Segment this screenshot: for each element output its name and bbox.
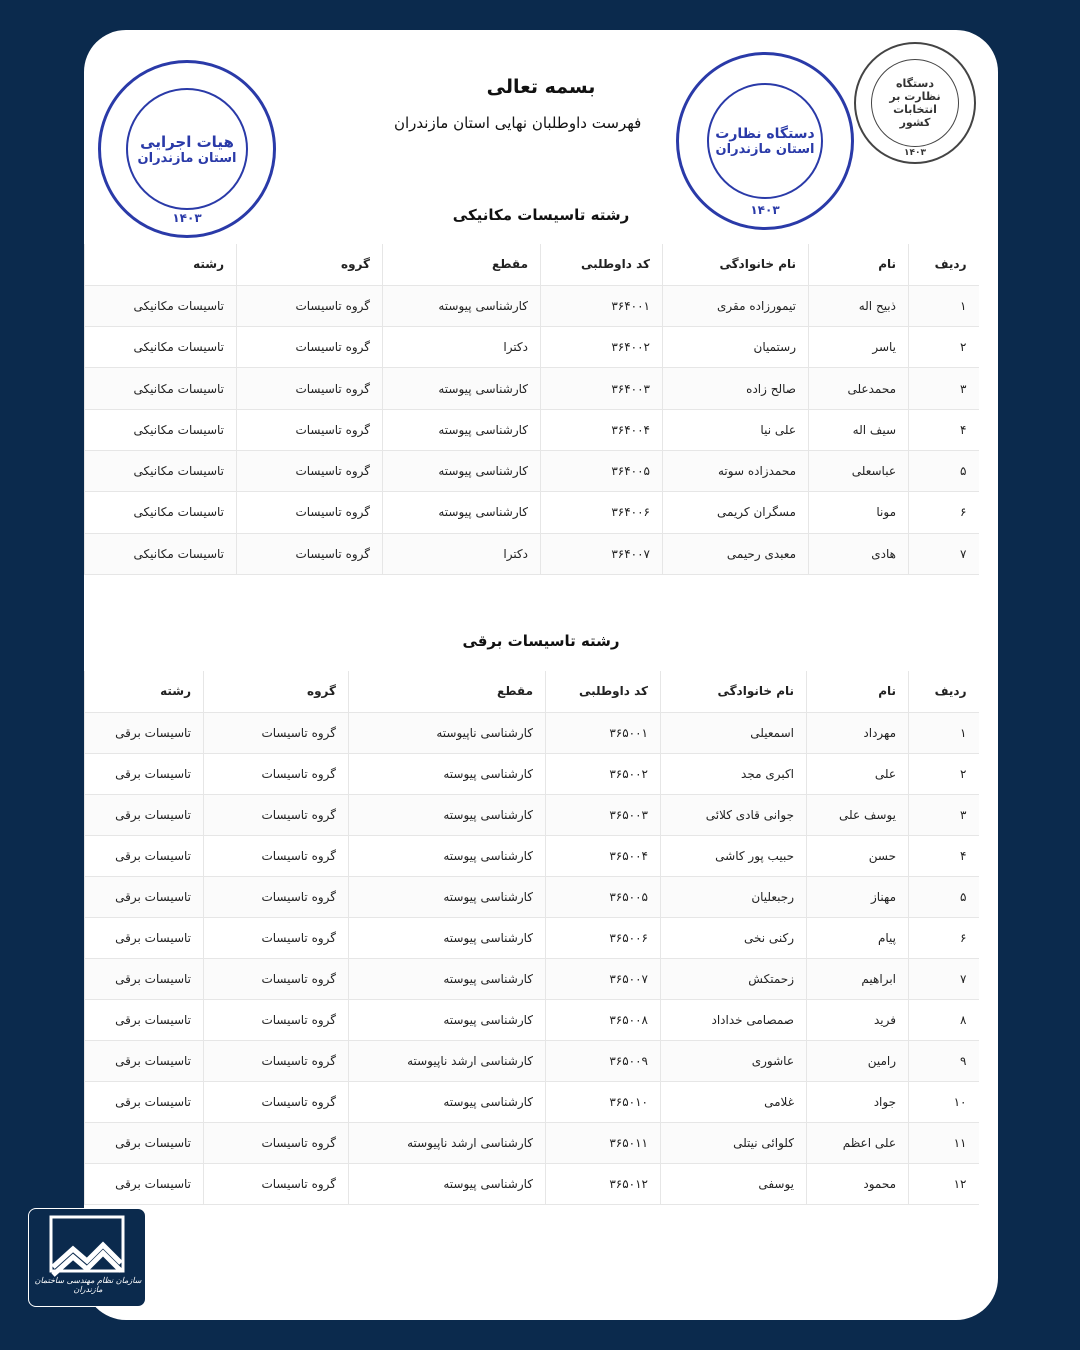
cell-group: گروه تاسیسات [237, 450, 383, 491]
cell-degree: کارشناسی پیوسته [349, 1081, 546, 1122]
cell-last-name: اسمعیلی [661, 712, 807, 753]
cell-last-name: رستمیان [663, 327, 809, 368]
col-group: گروه [237, 244, 383, 285]
cell-row-number: ۱۰ [909, 1081, 979, 1122]
cell-candidate-code: ۳۶۵۰۰۲ [546, 753, 661, 794]
seal-right-line1: دستگاه [896, 77, 934, 90]
cell-group: گروه تاسیسات [204, 1081, 349, 1122]
cell-degree: کارشناسی ناپیوسته [349, 712, 546, 753]
cell-degree: کارشناسی پیوسته [349, 794, 546, 835]
col-row-number: ردیف [909, 244, 979, 285]
cell-first-name: هادی [809, 533, 909, 574]
cell-degree: کارشناسی پیوسته [383, 285, 541, 326]
cell-field: تاسیسات برقی [85, 794, 204, 835]
seal-center-year: ۱۴۰۳ [750, 203, 780, 217]
electrical-candidates-table [84, 671, 979, 1205]
cell-first-name: محمود [807, 1163, 909, 1204]
cell-row-number: ۲ [909, 753, 979, 794]
table-row [85, 368, 979, 409]
cell-row-number: ۶ [909, 917, 979, 958]
cell-field: تاسیسات مکانیکی [85, 327, 237, 368]
cell-first-name: رامین [807, 1040, 909, 1081]
cell-degree: کارشناسی پیوسته [383, 368, 541, 409]
cell-degree: کارشناسی پیوسته [383, 492, 541, 533]
cell-first-name: جواد [807, 1081, 909, 1122]
cell-group: گروه تاسیسات [204, 1040, 349, 1081]
cell-last-name: رجبعلیان [661, 876, 807, 917]
cell-field: تاسیسات برقی [85, 999, 204, 1040]
cell-group: گروه تاسیسات [237, 285, 383, 326]
cell-group: گروه تاسیسات [237, 533, 383, 574]
cell-row-number: ۵ [909, 450, 979, 491]
table-row [85, 917, 979, 958]
cell-last-name: صالح زاده [663, 368, 809, 409]
cell-group: گروه تاسیسات [204, 958, 349, 999]
cell-field: تاسیسات مکانیکی [85, 368, 237, 409]
cell-field: تاسیسات برقی [85, 835, 204, 876]
cell-field: تاسیسات برقی [85, 753, 204, 794]
cell-first-name: یاسر [809, 327, 909, 368]
cell-row-number: ۱ [909, 285, 979, 326]
cell-row-number: ۷ [909, 958, 979, 999]
cell-candidate-code: ۳۶۵۰۰۹ [546, 1040, 661, 1081]
cell-candidate-code: ۳۶۵۰۰۱ [546, 712, 661, 753]
document-subtitle: فهرست داوطلبان نهایی استان مازندران [394, 114, 642, 132]
cell-last-name: کلوائی نیتلی [661, 1122, 807, 1163]
cell-row-number: ۹ [909, 1040, 979, 1081]
col-first-name: نام [807, 671, 909, 712]
cell-field: تاسیسات مکانیکی [85, 450, 237, 491]
cell-row-number: ۳ [909, 794, 979, 835]
cell-first-name: علی اعظم [807, 1122, 909, 1163]
cell-field: تاسیسات برقی [85, 1081, 204, 1122]
col-field: رشته [85, 244, 237, 285]
cell-last-name: تیمورزاده مقری [663, 285, 809, 326]
cell-group: گروه تاسیسات [204, 917, 349, 958]
cell-first-name: عباسعلی [809, 450, 909, 491]
cell-row-number: ۳ [909, 368, 979, 409]
table-row [85, 999, 979, 1040]
cell-candidate-code: ۳۶۴۰۰۵ [541, 450, 663, 491]
table-row [85, 958, 979, 999]
cell-degree: دکترا [383, 327, 541, 368]
table-row [85, 753, 979, 794]
cell-group: گروه تاسیسات [204, 835, 349, 876]
cell-degree: کارشناسی پیوسته [349, 917, 546, 958]
cell-group: گروه تاسیسات [204, 999, 349, 1040]
cell-row-number: ۴ [909, 835, 979, 876]
cell-candidate-code: ۳۶۴۰۰۳ [541, 368, 663, 409]
cell-group: گروه تاسیسات [204, 753, 349, 794]
cell-first-name: ذبیح اله [809, 285, 909, 326]
table-row [85, 492, 979, 533]
table-row [85, 1081, 979, 1122]
cell-field: تاسیسات برقی [85, 1040, 204, 1081]
mechanical-candidates-table [84, 244, 979, 575]
cell-degree: کارشناسی ارشد ناپیوسته [349, 1040, 546, 1081]
logo-caption: سازمان نظام مهندسی ساختمان مازندران [34, 1276, 142, 1294]
cell-field: تاسیسات مکانیکی [85, 409, 237, 450]
cell-degree: کارشناسی پیوسته [349, 835, 546, 876]
cell-candidate-code: ۳۶۴۰۰۴ [541, 409, 663, 450]
cell-degree: کارشناسی پیوسته [383, 450, 541, 491]
cell-degree: کارشناسی پیوسته [349, 999, 546, 1040]
table-row [85, 794, 979, 835]
table-header-row [85, 671, 979, 712]
table-row [85, 327, 979, 368]
cell-field: تاسیسات مکانیکی [85, 285, 237, 326]
cell-group: گروه تاسیسات [204, 876, 349, 917]
table-row [85, 876, 979, 917]
cell-degree: کارشناسی پیوسته [349, 958, 546, 999]
col-degree: مقطع [383, 244, 541, 285]
cell-candidate-code: ۳۶۵۰۰۸ [546, 999, 661, 1040]
cell-field: تاسیسات برقی [85, 917, 204, 958]
cell-group: گروه تاسیسات [204, 1122, 349, 1163]
cell-row-number: ۱ [909, 712, 979, 753]
cell-row-number: ۶ [909, 492, 979, 533]
cell-field: تاسیسات برقی [85, 712, 204, 753]
cell-last-name: غلامی [661, 1081, 807, 1122]
col-candidate-code: کد داوطلبی [541, 244, 663, 285]
table-row [85, 1040, 979, 1081]
mechanical-section-title: رشته تاسیسات مکانیکی [452, 206, 630, 224]
cell-row-number: ۵ [909, 876, 979, 917]
cell-degree: کارشناسی پیوسته [383, 409, 541, 450]
cell-degree: کارشناسی پیوسته [349, 1163, 546, 1204]
cell-candidate-code: ۳۶۵۰۰۴ [546, 835, 661, 876]
cell-last-name: رکنی نخی [661, 917, 807, 958]
cell-last-name: محمدزاده سوته [663, 450, 809, 491]
cell-degree: کارشناسی پیوسته [349, 876, 546, 917]
cell-first-name: مهرداد [807, 712, 909, 753]
cell-first-name: حسن [807, 835, 909, 876]
cell-group: گروه تاسیسات [237, 409, 383, 450]
cell-last-name: زحمتکش [661, 958, 807, 999]
cell-last-name: مسگران کریمی [663, 492, 809, 533]
cell-group: گروه تاسیسات [204, 1163, 349, 1204]
national-election-supervision-seal [854, 42, 976, 164]
col-row-number: ردیف [909, 671, 979, 712]
cell-last-name: علی نیا [663, 409, 809, 450]
cell-candidate-code: ۳۶۴۰۰۷ [541, 533, 663, 574]
cell-field: تاسیسات مکانیکی [85, 533, 237, 574]
cell-candidate-code: ۳۶۵۰۱۱ [546, 1122, 661, 1163]
table-row [85, 450, 979, 491]
cell-first-name: پیام [807, 917, 909, 958]
cell-candidate-code: ۳۶۵۰۱۰ [546, 1081, 661, 1122]
col-last-name: نام خانوادگی [661, 671, 807, 712]
table-row [85, 1163, 979, 1204]
cell-candidate-code: ۳۶۴۰۰۱ [541, 285, 663, 326]
table-header-row [85, 244, 979, 285]
cell-first-name: فرید [807, 999, 909, 1040]
cell-last-name: جوانی قادی کلائی [661, 794, 807, 835]
cell-field: تاسیسات مکانیکی [85, 492, 237, 533]
cell-group: گروه تاسیسات [204, 712, 349, 753]
cell-last-name: اکبری مجد [661, 753, 807, 794]
cell-degree: کارشناسی ارشد ناپیوسته [349, 1122, 546, 1163]
cell-group: گروه تاسیسات [237, 368, 383, 409]
seal-right-line2: نظارت بر انتخابات [889, 90, 941, 116]
cell-group: گروه تاسیسات [237, 327, 383, 368]
cell-last-name: یوسفی [661, 1163, 807, 1204]
col-degree: مقطع [349, 671, 546, 712]
cell-first-name: علی [807, 753, 909, 794]
cell-row-number: ۴ [909, 409, 979, 450]
cell-field: تاسیسات برقی [85, 958, 204, 999]
cell-row-number: ۱۲ [909, 1163, 979, 1204]
basmala-heading: بسمه تعالی [486, 76, 596, 98]
cell-row-number: ۱۱ [909, 1122, 979, 1163]
cell-last-name: معبدی رحیمی [663, 533, 809, 574]
cell-degree: کارشناسی پیوسته [349, 753, 546, 794]
seal-left-year: ۱۴۰۳ [172, 211, 202, 225]
cell-first-name: سیف اله [809, 409, 909, 450]
cell-row-number: ۲ [909, 327, 979, 368]
cell-field: تاسیسات برقی [85, 1163, 204, 1204]
cell-row-number: ۸ [909, 999, 979, 1040]
cell-candidate-code: ۳۶۴۰۰۲ [541, 327, 663, 368]
cell-first-name: مونا [809, 492, 909, 533]
cell-first-name: ابراهیم [807, 958, 909, 999]
table-row [85, 533, 979, 574]
col-candidate-code: کد داوطلبی [546, 671, 661, 712]
cell-last-name: صمصامی خداداد [661, 999, 807, 1040]
cell-candidate-code: ۳۶۵۰۰۳ [546, 794, 661, 835]
cell-field: تاسیسات برقی [85, 876, 204, 917]
cell-last-name: عاشوری [661, 1040, 807, 1081]
col-group: گروه [204, 671, 349, 712]
seal-right-year: ۱۴۰۳ [904, 148, 926, 158]
document-sheet [84, 30, 998, 1320]
seal-left-line2: استان مازندران [137, 150, 237, 166]
cell-last-name: حبیب پور کاشی [661, 835, 807, 876]
cell-first-name: یوسف علی [807, 794, 909, 835]
cell-field: تاسیسات برقی [85, 1122, 204, 1163]
col-first-name: نام [809, 244, 909, 285]
seal-right-line3: کشور [899, 116, 931, 129]
table-row [85, 409, 979, 450]
cell-candidate-code: ۳۶۵۰۰۵ [546, 876, 661, 917]
table-row [85, 835, 979, 876]
table-row [85, 1122, 979, 1163]
col-field: رشته [85, 671, 204, 712]
cell-degree: دکترا [383, 533, 541, 574]
seal-center-line1: دستگاه نظارت [715, 125, 815, 142]
electrical-section-title: رشته تاسیسات برقی [462, 632, 620, 650]
supervision-board-seal [676, 52, 854, 230]
seal-center-line2: استان مازندران [715, 141, 815, 157]
cell-group: گروه تاسیسات [204, 794, 349, 835]
cell-first-name: مهناز [807, 876, 909, 917]
cell-first-name: محمدعلی [809, 368, 909, 409]
seal-left-line1: هیات اجرایی [140, 132, 234, 151]
cell-candidate-code: ۳۶۵۰۰۷ [546, 958, 661, 999]
cell-candidate-code: ۳۶۵۰۰۶ [546, 917, 661, 958]
col-last-name: نام خانوادگی [663, 244, 809, 285]
table-row [85, 712, 979, 753]
cell-candidate-code: ۳۶۵۰۱۲ [546, 1163, 661, 1204]
cell-candidate-code: ۳۶۴۰۰۶ [541, 492, 663, 533]
cell-group: گروه تاسیسات [237, 492, 383, 533]
table-row [85, 285, 979, 326]
cell-row-number: ۷ [909, 533, 979, 574]
